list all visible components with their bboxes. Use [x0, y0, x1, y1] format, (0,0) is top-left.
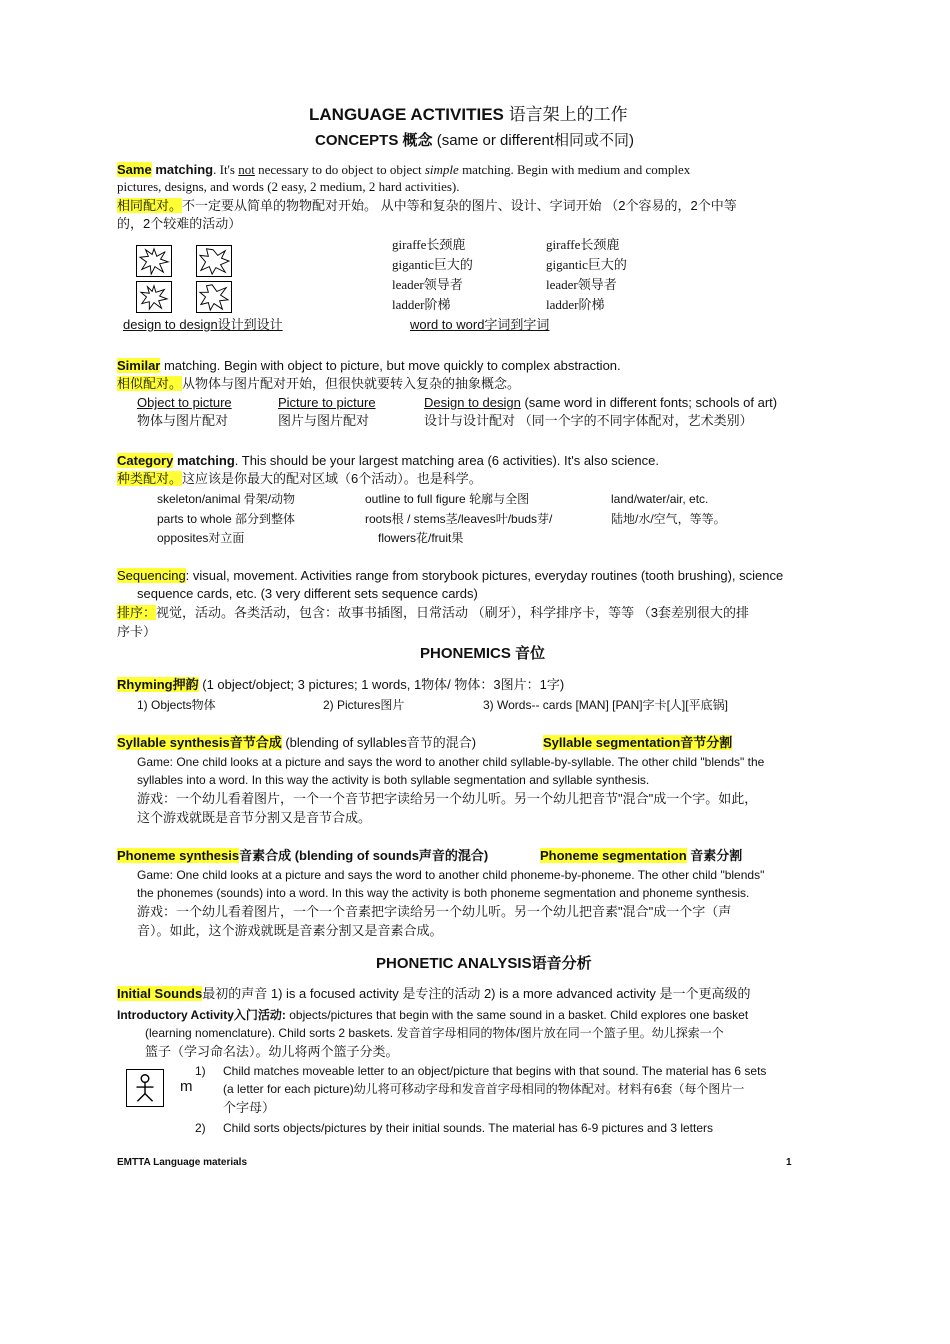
word-column-2 — [546, 235, 627, 315]
starburst-design-icon — [196, 281, 232, 313]
page-title — [309, 106, 628, 124]
same-cn-line-1 — [117, 197, 737, 215]
moveable-letter: m — [180, 1078, 193, 1095]
same-not: not — [238, 162, 255, 177]
similar-cn-label: 相似配对。 — [117, 376, 183, 391]
word-item: ladder阶梯 — [392, 297, 451, 312]
similar-rest: matching. Begin with object to picture, but move quickly to complex abstraction. — [160, 358, 621, 373]
similar-col-2-cn: 图片与图片配对 — [278, 413, 370, 428]
phoneme-game-line: the phonemes (sounds) into a word. In this way the activity is both phoneme segmentation and phoneme synthesis. — [137, 886, 750, 900]
similar-col-1: Object to picture — [137, 395, 232, 410]
starburst-design-icon — [136, 281, 172, 313]
initial-item-line: 个字母） — [223, 1100, 276, 1115]
sequencing-cn-line-2: 序卡） — [117, 624, 157, 639]
title-en: LANGUAGE ACTIVITIES — [309, 105, 504, 124]
syllable-game-line: Game: One child looks at a picture and says the word to another child syllable-by-syllable. The other child "blends" the — [137, 755, 765, 769]
same-text-a: . It's — [213, 162, 239, 177]
same-cn-label: 相同配对。 — [117, 198, 183, 213]
category-item: parts to whole 部分到整体 — [157, 512, 296, 526]
similar-col-3 — [424, 394, 777, 412]
similar-col-2: Picture to picture — [278, 395, 376, 410]
rhyming-label: Rhyming押韵 — [117, 677, 199, 692]
phoneme-heading-line — [117, 847, 488, 865]
word-item: giraffe长颈鹿 — [392, 237, 466, 252]
category-item: flowers花/fruit果 — [378, 531, 464, 545]
rhyming-item: 3) Words-- cards [MAN] [PAN]字卡[人][平底锅] — [483, 698, 728, 712]
intro-activity-line-2: (learning nomenclature). Child sorts 2 baskets. 发音首字母相同的物体/图片放在同一个篮子里。幼儿探索一个 — [145, 1026, 724, 1040]
same-matching-word: matching — [151, 162, 214, 177]
category-cn-label: 种类配对。 — [117, 471, 183, 486]
initial-item-number: 2) — [195, 1121, 206, 1135]
word-item: gigantic巨大的 — [546, 257, 627, 272]
concepts-cn: 概念 — [402, 132, 433, 149]
similar-cn-line — [117, 375, 520, 393]
sequencing-cn-label: 排序： — [117, 605, 157, 620]
same-cn-line-2: 的，2个较难的活动） — [117, 216, 242, 231]
footer-label: EMTTA Language materials — [117, 1157, 248, 1168]
category-line-1 — [117, 452, 659, 470]
same-simple: simple — [424, 162, 459, 177]
phoneme-synthesis-rest: 音素合成 (blending of sounds声音的混合) — [239, 848, 489, 863]
concepts-en: CONCEPTS — [315, 132, 399, 149]
phoneme-cn-line: 游戏：一个幼儿看着图片，一个一个音素把字读给另一个幼儿听。另一个幼儿把音素"混合"成一个字（声 — [137, 904, 732, 919]
category-item: opposites对立面 — [157, 531, 245, 545]
category-rest: . This should be your largest matching area (6 activities). It's also science. — [234, 453, 659, 468]
design-caption: design to design设计到设计 — [123, 317, 283, 332]
word-item: leader领导者 — [392, 277, 463, 292]
concepts-heading — [315, 132, 634, 150]
word-item: leader领导者 — [546, 277, 617, 292]
initial-sounds-line — [117, 985, 751, 1003]
similar-cn-rest: 从物体与图片配对开始，但很快就要转入复杂的抽象概念。 — [182, 376, 521, 391]
phonemics-heading: PHONEMICS 音位 — [420, 645, 546, 662]
syllable-cn-line: 这个游戏就既是音节分割又是音节合成。 — [137, 810, 372, 825]
category-item: land/water/air, etc. — [611, 492, 709, 506]
word-item: ladder阶梯 — [546, 297, 605, 312]
syllable-synthesis-label: Syllable synthesis音节合成 — [117, 735, 282, 750]
concepts-note: (same or different相同或不同) — [436, 132, 634, 149]
rhyming-item: 2) Pictures图片 — [323, 698, 405, 712]
phoneme-cn-line: 音）。如此，这个游戏就既是音素分割又是音素合成。 — [137, 923, 443, 938]
sequencing-line-2: sequence cards, etc. (3 very different sets sequence cards) — [137, 586, 478, 601]
phoneme-segmentation-label: Phoneme segmentation — [540, 848, 687, 863]
same-line-1 — [117, 161, 690, 179]
sequencing-cn-line — [117, 604, 749, 622]
phoneme-game-line: Game: One child looks at a picture and says the word to another child phoneme-by-phoneme. The other child "blends" — [137, 868, 765, 882]
category-item: roots根 / stems茎/leaves叶/buds芽/ — [365, 512, 553, 526]
similar-col-3-cn: 设计与设计配对 （同一个字的不同字体配对，艺术类别） — [424, 413, 753, 428]
word-caption: word to word字词到字词 — [410, 317, 550, 332]
word-item: giraffe长颈鹿 — [546, 237, 620, 252]
phonetic-heading: PHONETIC ANALYSIS语音分析 — [376, 955, 592, 972]
category-item: skeleton/animal 骨架/动物 — [157, 492, 296, 506]
category-cn-line — [117, 470, 482, 488]
phoneme-segmentation — [540, 847, 742, 865]
syllable-heading-line — [117, 734, 476, 752]
word-item: gigantic巨大的 — [392, 257, 473, 272]
same-cn-rest: 不一定要从简单的物物配对开始。 从中等和复杂的图片、设计、字词开始 （2个容易的，2个中等 — [182, 198, 737, 213]
category-matching-word: matching — [173, 453, 235, 468]
similar-col-1-cn: 物体与图片配对 — [137, 413, 229, 428]
same-line-2: pictures, designs, and words (2 easy, 2 medium, 2 hard activities). — [117, 179, 460, 194]
category-item: 陆地/水/空气，等等。 — [611, 512, 726, 526]
starburst-design-icon — [136, 245, 172, 277]
sequencing-line-1 — [117, 567, 783, 585]
initial-item-number: 1) — [195, 1064, 206, 1078]
rhyming-line — [117, 676, 564, 694]
similar-label: Similar — [117, 358, 161, 373]
initial-sounds-label: Initial Sounds — [117, 986, 203, 1001]
syllable-segmentation — [543, 734, 732, 752]
initial-item-line: (a letter for each picture)幼儿将可移动字母和发音首字母相同的物体配对。材料有6套（每个图片一 — [223, 1082, 745, 1096]
title-cn: 语言架上的工作 — [508, 105, 628, 124]
syllable-synthesis-rest: (blending of syllables音节的混合) — [281, 735, 477, 750]
same-text-b: necessary to do object to object — [254, 162, 425, 177]
rhyming-rest: (1 object/object; 3 pictures; 1 words, 1物体/ 物体：3图片：1字) — [198, 677, 565, 692]
syllable-cn-line: 游戏：一个幼儿看着图片，一个一个音节把字读给另一个幼儿听。另一个幼儿把音节"混合"成一个字。如此， — [137, 791, 758, 806]
category-label: Category — [117, 453, 174, 468]
word-column-1 — [392, 235, 473, 315]
initial-item-line: Child matches moveable letter to an object/picture that begins with that sound. The material has 6 sets — [223, 1064, 767, 1078]
intro-activity-label: Introductory Activity入门活动: — [117, 1008, 286, 1022]
intro-activity-line — [117, 1006, 748, 1024]
category-item: outline to full figure 轮廓与全图 — [365, 492, 530, 506]
initial-sounds-rest: 最初的声音 1) is a focused activity 是专注的活动 2) is a more advanced activity 是一个更高级的 — [202, 986, 751, 1001]
initial-item-line: Child sorts objects/pictures by their initial sounds. The material has 6-9 pictures and 3 letters — [223, 1121, 714, 1135]
sequencing-label: Sequencing — [117, 568, 186, 583]
category-cn-rest: 这应该是你最大的配对区域（6个活动）。也是科学。 — [182, 471, 482, 486]
syllable-game-line: syllables into a word. In this way the activity is both syllable segmentation and syllable synthesis. — [137, 773, 650, 787]
phoneme-segmentation-rest: 音素分割 — [686, 848, 743, 863]
syllable-segmentation-label: Syllable segmentation音节分割 — [543, 735, 733, 750]
intro-activity-line-3: 篮子（学习命名法）。幼儿将两个篮子分类。 — [145, 1044, 399, 1059]
similar-col-3-rest: (same word in different fonts; schools of art) — [520, 395, 778, 410]
rhyming-item: 1) Objects物体 — [137, 698, 216, 712]
stick-figure-icon — [126, 1069, 164, 1107]
same-text-c: matching. Begin with medium and complex — [458, 162, 691, 177]
same-label: Same — [117, 162, 152, 177]
intro-activity-rest: objects/pictures that begin with the same sound in a basket. Child explores one basket — [285, 1008, 749, 1022]
similar-line-1 — [117, 357, 621, 375]
phoneme-synthesis-label: Phoneme synthesis — [117, 848, 240, 863]
sequencing-cn-rest: 视觉，活动。各类活动，包含：故事书插图，日常活动 （刷牙），科学排序卡，等等 （3套差别很大的排 — [156, 605, 749, 620]
sequencing-rest: : visual, movement. Activities range from storybook pictures, everyday routines (tooth brushing), science — [185, 568, 784, 583]
similar-col-3-label: Design to design — [424, 395, 521, 410]
starburst-design-icon — [196, 245, 232, 277]
page-number: 1 — [786, 1157, 792, 1168]
